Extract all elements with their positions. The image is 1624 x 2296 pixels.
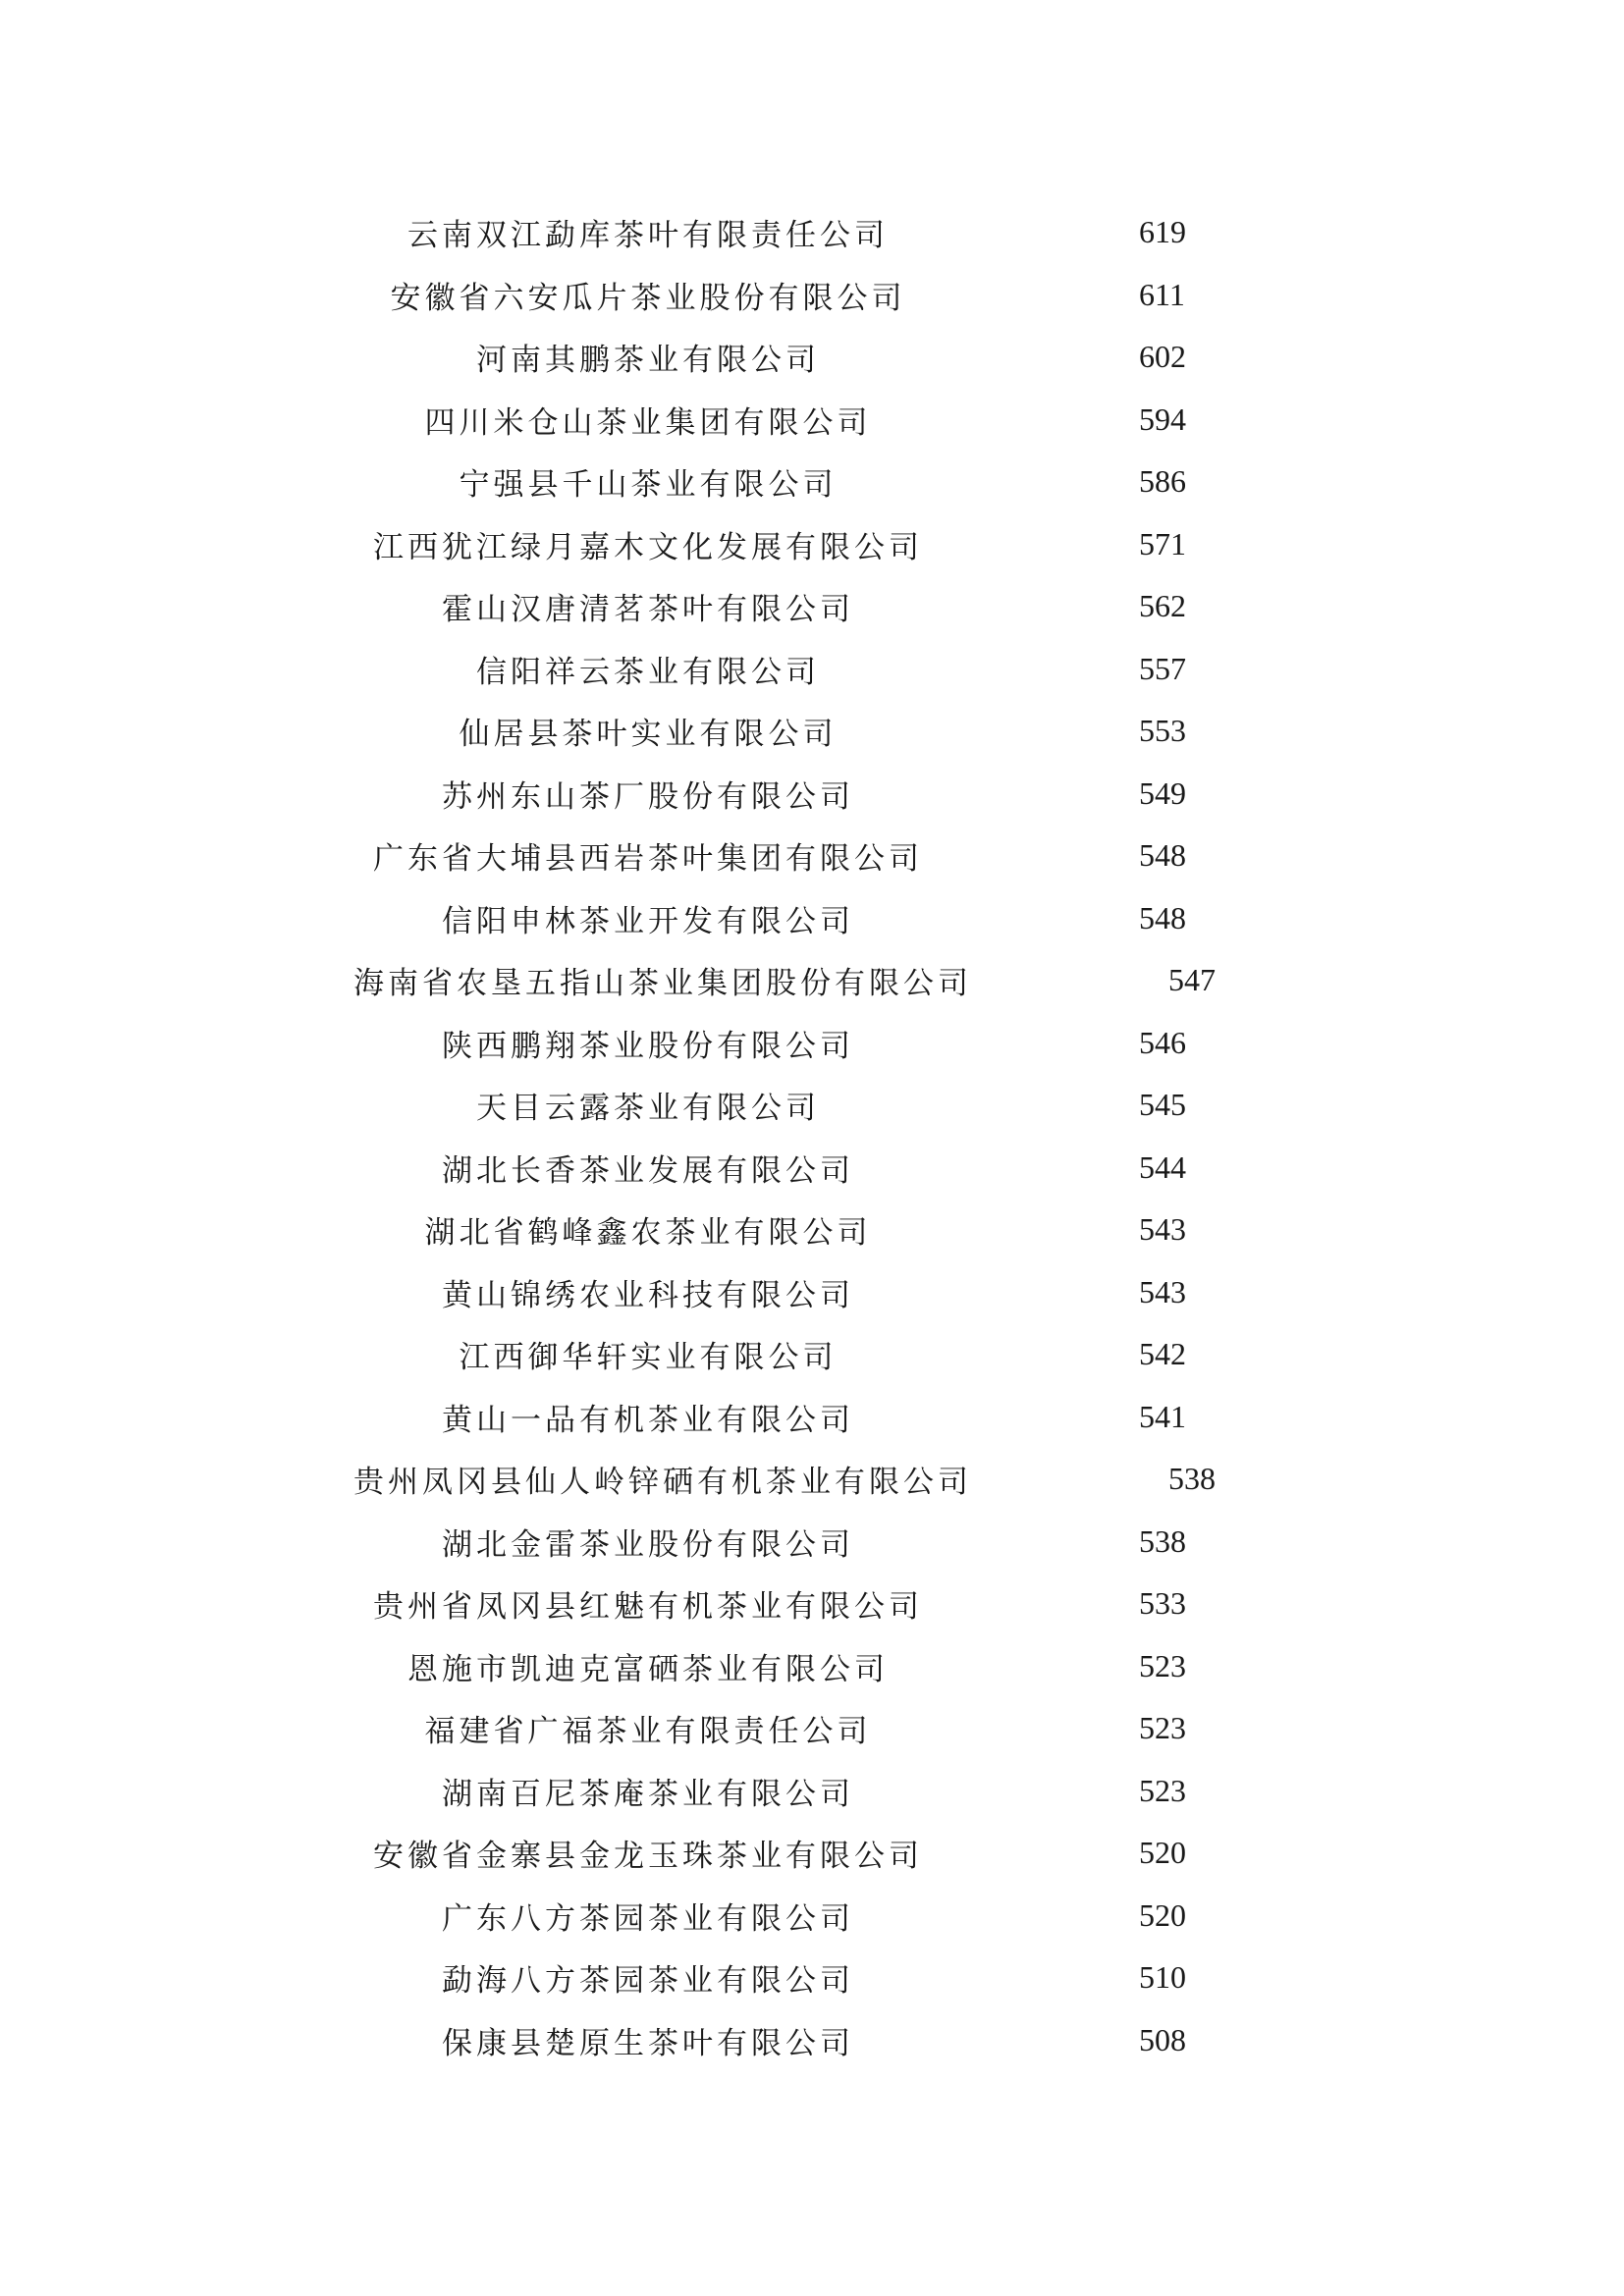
list-item [353,1573,1335,1635]
score-value: 508 [1139,2021,1186,2057]
score-value: 548 [1139,837,1186,874]
score-value: 523 [1139,1647,1186,1683]
company-name: 福建省广福茶业有限责任公司 [424,1714,872,1750]
list-item [353,264,1335,327]
company-name: 江西犹江绿月嘉木文化发展有限公司 [373,529,923,565]
company-name: 勐海八方茶园茶业有限公司 [442,1963,854,2000]
list-item [353,1012,1335,1075]
score-value: 562 [1139,588,1186,624]
list-item [353,1760,1335,1823]
score-value: 557 [1139,650,1186,686]
list-item [353,1511,1335,1574]
score-value: 541 [1139,1398,1186,1434]
score-value: 510 [1139,1959,1186,1996]
list-item [353,1448,1335,1511]
score-value: 542 [1139,1336,1186,1372]
company-name: 保康县楚原生茶叶有限公司 [442,2025,854,2061]
company-name: 苏州东山茶厂股份有限公司 [442,778,854,815]
company-name: 湖北金雷茶业股份有限公司 [442,1526,854,1563]
company-name: 贵州省凤冈县红魅有机茶业有限公司 [373,1589,923,1626]
company-name: 安徽省金寨县金龙玉珠茶业有限公司 [373,1839,923,1875]
company-name: 信阳祥云茶业有限公司 [476,654,820,690]
list-item [353,513,1335,576]
list-item [353,1074,1335,1137]
list-item [353,1261,1335,1324]
score-value: 520 [1139,1896,1186,1933]
list-item [353,201,1335,264]
list-item [353,1323,1335,1386]
company-name: 黄山一品有机茶业有限公司 [442,1402,854,1438]
list-item [353,763,1335,826]
list-item [353,1822,1335,1885]
company-name: 湖南百尼茶庵茶业有限公司 [442,1776,854,1812]
list-item [353,389,1335,452]
score-value: 553 [1139,713,1186,749]
company-name: 恩施市凯迪克富硒茶业有限公司 [407,1651,889,1687]
list-item [353,1199,1335,1261]
ranking-list [353,201,1335,2071]
score-value: 538 [1168,1461,1216,1497]
company-name: 河南其鹏茶业有限公司 [476,343,820,379]
score-value: 538 [1139,1522,1186,1559]
score-value: 543 [1139,1273,1186,1309]
list-item [353,1386,1335,1449]
score-value: 611 [1139,276,1185,312]
list-item [353,1137,1335,1200]
score-value: 547 [1168,962,1216,998]
score-value: 548 [1139,899,1186,935]
company-name: 江西御华轩实业有限公司 [459,1340,838,1376]
score-value: 549 [1139,774,1186,811]
score-value: 543 [1139,1211,1186,1248]
list-item [353,700,1335,763]
score-value: 602 [1139,339,1186,375]
company-name: 湖北省鹤峰鑫农茶业有限公司 [424,1215,872,1252]
company-name: 陕西鹏翔茶业股份有限公司 [442,1028,854,1064]
company-name: 天目云露茶业有限公司 [476,1091,820,1127]
score-value: 523 [1139,1772,1186,1808]
company-name: 安徽省六安瓜片茶业股份有限公司 [390,280,906,316]
company-name: 云南双江勐库茶叶有限责任公司 [407,218,889,254]
list-item [353,1635,1335,1698]
list-item [353,451,1335,513]
list-item [353,887,1335,950]
company-name: 四川米仓山茶业集团有限公司 [424,404,872,441]
list-item [353,825,1335,887]
company-name: 宁强县千山茶业有限公司 [459,467,838,504]
score-value: 520 [1139,1835,1186,1871]
list-item [353,326,1335,389]
list-item [353,575,1335,638]
company-name: 信阳申林茶业开发有限公司 [442,903,854,939]
score-value: 571 [1139,525,1186,561]
score-value: 594 [1139,400,1186,437]
list-item [353,949,1335,1012]
list-item [353,1697,1335,1760]
score-value: 545 [1139,1087,1186,1123]
score-value: 546 [1139,1024,1186,1060]
list-item [353,1947,1335,2009]
company-name: 湖北长香茶业发展有限公司 [442,1152,854,1189]
score-value: 533 [1139,1585,1186,1622]
company-name: 广东省大埔县西岩茶叶集团有限公司 [373,841,923,878]
score-value: 544 [1139,1148,1186,1185]
score-value: 523 [1139,1710,1186,1746]
company-name: 黄山锦绣农业科技有限公司 [442,1277,854,1313]
company-name: 广东八方茶园茶业有限公司 [442,1900,854,1937]
company-name: 霍山汉唐清茗茶叶有限公司 [442,592,854,628]
company-name: 海南省农垦五指山茶业集团股份有限公司 [353,966,972,1002]
company-name: 贵州凤冈县仙人岭锌硒有机茶业有限公司 [353,1465,972,1501]
list-item [353,638,1335,701]
score-value: 586 [1139,463,1186,500]
company-name: 仙居县茶叶实业有限公司 [459,717,838,753]
score-value: 619 [1139,214,1186,250]
list-item [353,2009,1335,2072]
list-item [353,1885,1335,1948]
